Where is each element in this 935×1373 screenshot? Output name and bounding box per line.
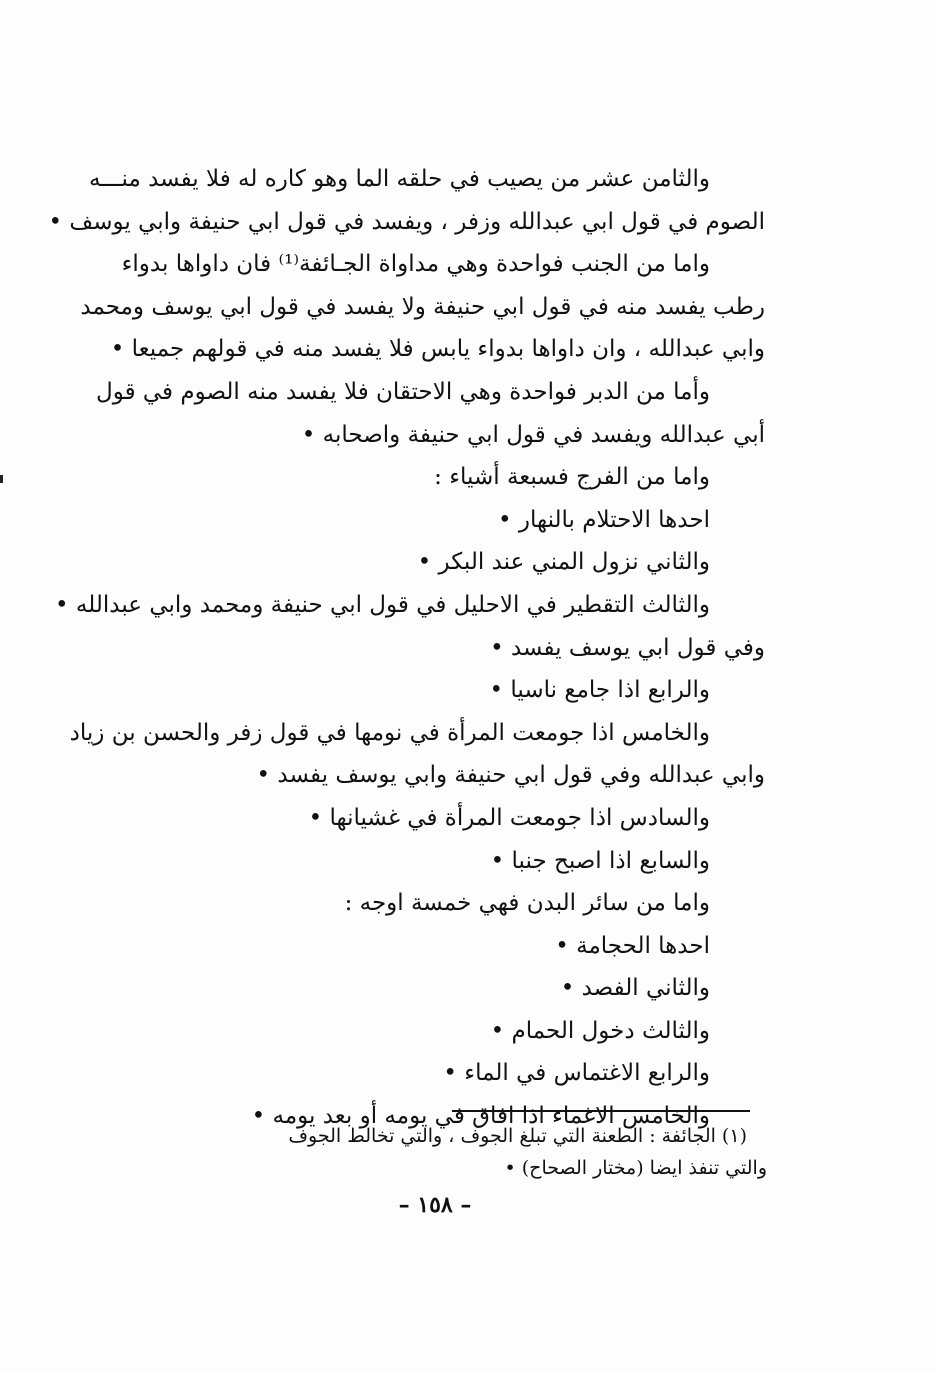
text-line: واما من سائر البدن فهي خمسة اوجه :: [344, 890, 710, 917]
text-line: والخامس الاغماء اذا افاق في يومه أو بعد يومه •: [251, 1103, 710, 1130]
footnotes: [112, 1120, 767, 1184]
text-line: والثاني نزول المني عند البكر •: [417, 549, 710, 576]
text-line: والسابع اذا اصبح جنبا •: [490, 847, 710, 874]
text-line: والثالث دخول الحمام •: [490, 1017, 710, 1044]
margin-mark: [0, 475, 3, 483]
text-line: وفي قول ابي يوسف يفسد •: [490, 634, 765, 661]
text-line: والخامس اذا جومعت المرأة في نومها في قول زفر والحسن بن زياد: [69, 719, 710, 746]
text-line: والثاني الفصد •: [560, 975, 710, 1002]
text-line: رطب يفسد منه في قول ابي حنيفة ولا يفسد في قول ابي يوسف ومحمد: [80, 293, 765, 320]
text-line: والسادس اذا جومعت المرأة في غشيانها •: [308, 804, 710, 831]
text-line: الصوم في قول ابي عبدالله وزفر ، ويفسد في قول ابي حنيفة وابي يوسف •: [48, 208, 765, 235]
text-line: وابي عبدالله وفي قول ابي حنيفة وابي يوسف يفسد •: [256, 762, 765, 789]
footnote-line: (١) الجائفة : الطعنة التي تبلغ الجوف ، والتي تخالط الجوف: [288, 1125, 747, 1147]
text-line: والرابع الاغتماس في الماء •: [443, 1060, 710, 1087]
text-line: احدها الحجامة •: [555, 932, 710, 959]
text-line: واما من الجنب فواحدة وهي مداواة الجـائفة⁽¹⁾ فان داواها بدواء: [121, 251, 710, 278]
text-line: والرابع اذا جامع ناسيا •: [489, 677, 710, 704]
text-line: والثامن عشر من يصيب في حلقه الما وهو كاره له فلا يفسد منـــه: [88, 166, 710, 192]
text-line: والثالث التقطير في الاحليل في قول ابي حنيفة ومحمد وابي عبدالله •: [55, 591, 710, 618]
text-line: احدها الاحتلام بالنهار •: [497, 506, 710, 533]
text-line: واما من الفرج فسبعة أشياء :: [434, 464, 710, 491]
text-line: وأما من الدبر فواحدة وهي الاحتقان فلا يفسد منه الصوم في قول: [95, 378, 710, 405]
body-text: [48, 158, 765, 1138]
footnote-line: والتي تنفذ ايضا (مختار الصحاح) •: [504, 1157, 767, 1179]
footnote-divider: [452, 1110, 750, 1112]
page-number: – ١٥٨ –: [398, 1192, 472, 1218]
text-line: أبي عبدالله ويفسد في قول ابي حنيفة واصحابه •: [301, 421, 765, 448]
text-line: وابي عبدالله ، وان داواها بدواء يابس فلا يفسد منه في قولهم جميعا •: [110, 336, 765, 363]
